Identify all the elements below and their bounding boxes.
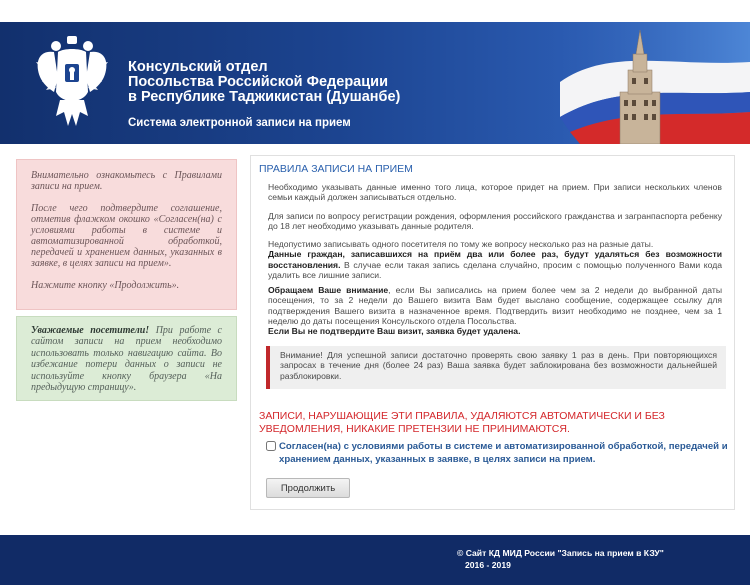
rule-text: В случае если такая запись сделана случайно, просим с помощью полученного Вами кода удалить все лишние записи. (268, 259, 722, 280)
visitors-notice-box (16, 316, 237, 401)
rule-paragraph (268, 285, 722, 336)
title-line: Консульский отдел (128, 59, 268, 75)
double-headed-eagle-icon (34, 34, 110, 132)
agreement-row (266, 441, 730, 466)
russian-flag-building-icon (540, 22, 750, 144)
rule-paragraph: Необходимо указывать данные именно того лица, которое придет на прием. При записи нескольких членов семьи каждый должен записываться отдельно. (268, 182, 722, 203)
instruction-text: Внимательно ознакомьтесь с Правилами записи на прием. (31, 170, 222, 192)
rule-bold-text: Обращаем Ваше внимание (268, 285, 389, 295)
visitors-heading: Уважаемые посетители! (31, 325, 150, 336)
visitors-notice-text (31, 325, 222, 393)
violation-warning: ЗАПИСИ, НАРУШАЮЩИЕ ЭТИ ПРАВИЛА, УДАЛЯЮТСЯ АВТОМАТИЧЕСКИ И БЕЗ УВЕДОМЛЕНИЯ, НИКАКИЕ ПРЕТЕНЗИИ НЕ ПРИНИМАЮТСЯ. (259, 410, 665, 435)
footer-years: 2016 - 2019 (465, 560, 511, 570)
title-line: в Республике Таджикистан (Душанбе) (128, 89, 401, 105)
footer-copyright: © Сайт КД МИД России "Запись на прием в КЗУ" (457, 548, 664, 558)
agree-checkbox[interactable] (266, 441, 276, 451)
rule-text: , если Вы записались на прием более чем за 2 недели до выбранной даты посещения, то за 2 недели до Вашего визита Вам будет выслано сообщение, содержащее ссылку для подтверждения Вашего визита в назначенное время. Подтвердить визит необходимо не позднее, чем за 1 неделю до даты посещения Консульского отдела Посольства. (268, 285, 722, 326)
visitors-text: При работе с сайтом записи на прием необходимо использовать только навигацию сайта. Во избежание потери данных о записи не используйте кнопку браузера «На предыдущую страницу». (31, 325, 222, 394)
system-subtitle: Система электронной записи на прием (128, 117, 351, 129)
attention-warning (266, 346, 726, 389)
consulate-title (128, 60, 448, 105)
site-footer (0, 535, 750, 585)
instructions-box (16, 159, 237, 310)
rule-text: Недопустимо записывать одного посетителя по тому же вопросу несколько раз на разные даты. (268, 239, 654, 249)
instruction-text: После чего подтвердите соглашение, отметив флажком окошко «Согласен(на) с условиями работы в системе и автоматизированной обработкой, передачей и хранением данных, указанных в заявке, в целях записи на прием». (31, 203, 222, 269)
rule-bold-text: Если Вы не подтвердите Ваш визит, заявка будет удалена. (268, 326, 521, 337)
site-header (0, 22, 750, 144)
rule-paragraph (268, 239, 722, 280)
title-line: Посольства Российской Федерации (128, 74, 388, 90)
warning-text: Внимание! Для успешной записи достаточно проверять свою заявку 1 раз в день. При повторяющихся запросах в течение дня (более 24 раз) Ваша заявка будет заблокирована без возможности дальнейшей разблокировки. (280, 350, 717, 381)
agree-label[interactable]: Согласен(на) с условиями работы в системе и автоматизированной обработкой, передачей и хранением данных, указанных в заявке, в целях записи на прием. (279, 441, 728, 465)
instruction-text: Нажмите кнопку «Продолжить». (31, 280, 180, 291)
rule-bold-text: Данные граждан, записавшихся на приём два или более раз, будут удаляться без возможности восстановления. (268, 249, 722, 270)
continue-button[interactable]: Продолжить (266, 478, 350, 498)
rule-paragraph: Для записи по вопросу регистрации рождения, оформления российского гражданства и загранпаспорта ребенку до 18 лет необходимо указывать данные родителя. (268, 211, 722, 232)
rules-title: ПРАВИЛА ЗАПИСИ НА ПРИЕМ (259, 163, 413, 175)
